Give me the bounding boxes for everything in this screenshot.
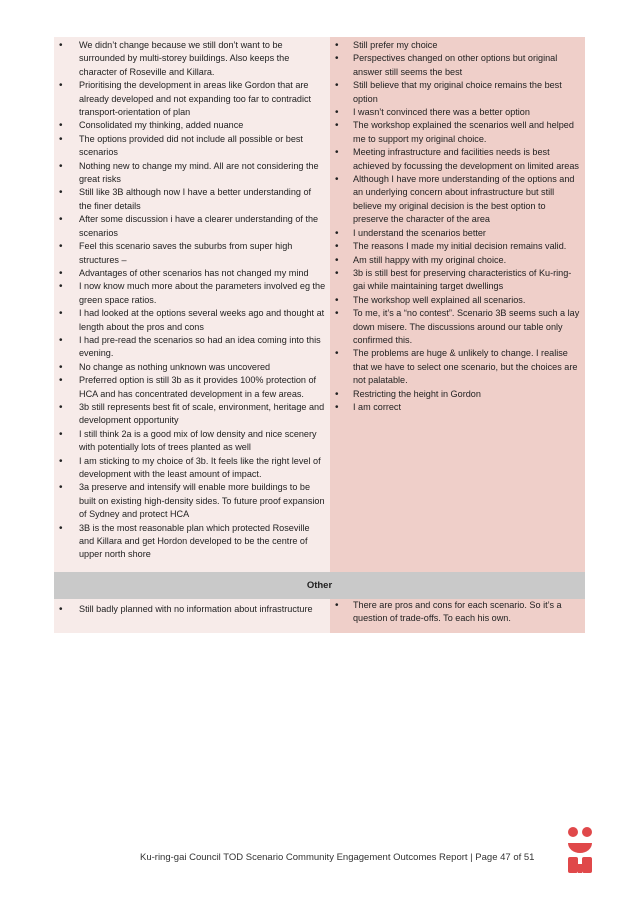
list-item: • 3B is the most reasonable plan which protected Roseville and Killara and get Hordon developed to be the centre of upper north shore [54,522,330,562]
list-item: • Am still happy with my original choice. [330,254,585,267]
list-item: • The problems are huge & unlikely to change. I realise that we have to select one scenario, but the choices are not palatable. [330,347,585,387]
left-column [54,37,330,572]
right-column [330,37,585,572]
list-item: • Preferred option is still 3b as it provides 100% protection of HCA and has concentrated development in a few areas. [54,374,330,401]
page-footer: Ku-ring-gai Council TOD Scenario Community Engagement Outcomes Report | Page 47 of 51 [140,852,535,863]
left-response-list [54,39,330,562]
list-item: • I now know much more about the parameters involved eg the green space ratios. [54,280,330,307]
list-item: • Still like 3B although now I have a better understanding of the finer details [54,186,330,213]
other-right-cell [330,599,585,633]
list-item: • The workshop explained the scenarios well and helped me to support my original choice. [330,119,585,146]
list-item: • I understand the scenarios better [330,227,585,240]
council-logo-icon [566,826,594,874]
list-item: • Prioritising the development in areas like Gordon that are already developed and not expanding too far to contradict transport-orientation of plan [54,79,330,119]
other-row [54,599,585,633]
list-item: • Nothing new to change my mind. All are not considering the great risks [54,160,330,187]
list-item: • 3a preserve and intensify will enable more buildings to be built on existing high-density sides. To future proof expansion of Sydney and protect HCA [54,481,330,521]
list-item: • Still badly planned with no information about infrastructure [54,603,330,616]
list-item: • Advantages of other scenarios has not changed my mind [54,267,330,280]
responses-row [54,37,585,572]
list-item: • 3b is still best for preserving characteristics of Ku-ring-gai while maintaining target dwellings [330,267,585,294]
right-response-list [330,39,585,414]
list-item: • Still believe that my original choice remains the best option [330,79,585,106]
list-item: • There are pros and cons for each scenario. So it’s a question of trade-offs. To each his own. [330,599,585,626]
responses-table [54,37,585,633]
list-item: • I am sticking to my choice of 3b. It feels like the right level of development with the least amount of impact. [54,455,330,482]
list-item: • No change as nothing unknown was uncovered [54,361,330,374]
other-left-cell [54,599,330,633]
list-item: • The reasons I made my initial decision remains valid. [330,240,585,253]
list-item: • To me, it’s a “no contest”. Scenario 3B seems such a lay down misere. The discussions around our table only confirmed this. [330,307,585,347]
list-item: • 3b still represents best fit of scale, environment, heritage and development opportunity [54,401,330,428]
list-item: • Feel this scenario saves the suburbs from super high structures – [54,240,330,267]
list-item: • Although I have more understanding of the options and an underlying concern about infrastructure but still believe my original decision is the best option to preserve the character of the area [330,173,585,227]
list-item: • We didn’t change because we still don’t want to be surrounded by multi-storey buildings. Also keeps the character of Roseville and Killara. [54,39,330,79]
list-item: • I had looked at the options several weeks ago and thought at length about the pros and cons [54,307,330,334]
list-item: • I still think 2a is a good mix of low density and nice scenery with potentially lots of trees planted as well [54,428,330,455]
list-item: • The workshop well explained all scenarios. [330,294,585,307]
list-item: • I wasn’t convinced there was a better option [330,106,585,119]
other-heading: Other [54,572,585,599]
list-item: • The options provided did not include all possible or best scenarios [54,133,330,160]
list-item: • Restricting the height in Gordon [330,388,585,401]
list-item: • Consolidated my thinking, added nuance [54,119,330,132]
list-item: • Meeting infrastructure and facilities needs is best achieved by focussing the development on limited areas [330,146,585,173]
list-item: • I had pre-read the scenarios so had an idea coming into this evening. [54,334,330,361]
list-item: • After some discussion i have a clearer understanding of the scenarios [54,213,330,240]
list-item: • Still prefer my choice [330,39,585,52]
list-item: • I am correct [330,401,585,414]
list-item: • Perspectives changed on other options but original answer still seems the best [330,52,585,79]
